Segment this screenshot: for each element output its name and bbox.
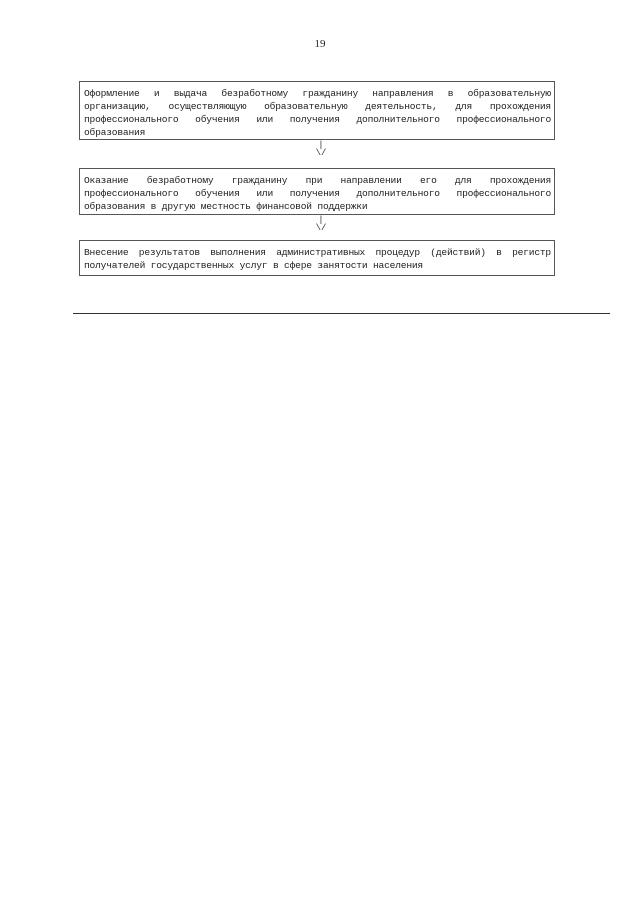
flowchart-step-3-text: Внесение результатов выполнения административных процедур (действий) в регистр получателей государственных услуг в сфере занятости населения (84, 247, 551, 271)
arrow-stem: | (318, 140, 324, 150)
page-number: 19 (314, 38, 326, 50)
flowchart-step-1-text: Оформление и выдача безработному гражданину направления в образовательную организацию, осуществляющую образовательную деятельность, для прохождения профессионального обучения или получения дополнительного профессионального образования (84, 88, 551, 138)
flowchart-step-1 (79, 81, 555, 140)
flowchart-arrow-down-icon (309, 141, 333, 157)
horizontal-rule (73, 313, 610, 314)
flowchart-step-2 (79, 168, 555, 215)
flowchart-step-2-text: Оказание безработному гражданину при направлении его для прохождения профессионального обучения или получения дополнительного профессионального образования в другую местность финансовой поддержки (84, 175, 551, 212)
arrow-stem: | (318, 215, 324, 225)
flowchart-arrow-down-icon (309, 216, 333, 232)
flowchart-step-3 (79, 240, 555, 276)
arrow-head: \/ (315, 223, 327, 233)
arrow-head: \/ (315, 148, 327, 158)
